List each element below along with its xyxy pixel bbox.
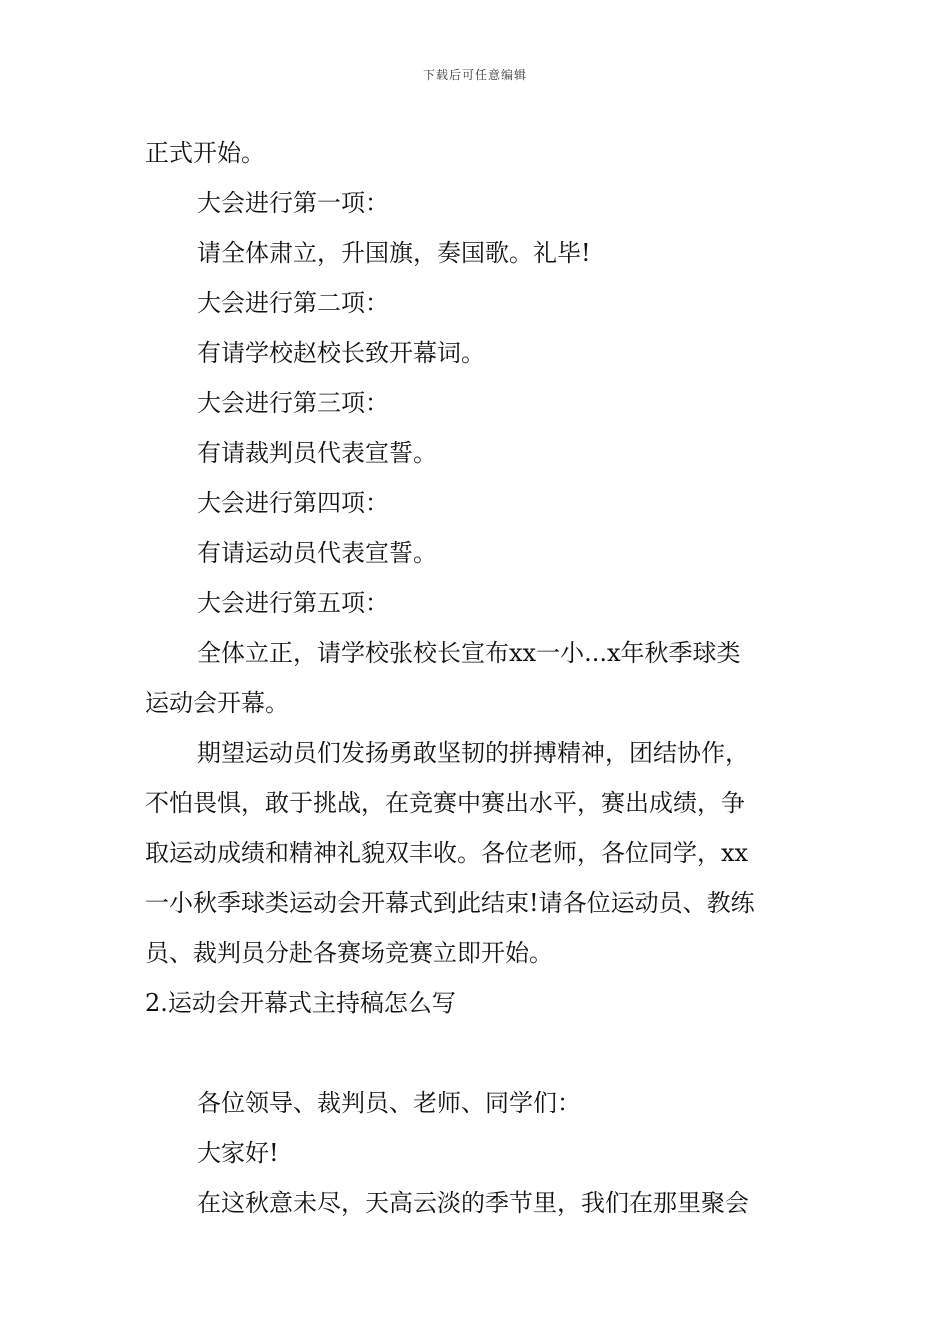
agenda-item-heading: 大会进行第一项： — [197, 189, 389, 217]
text-line: 员、裁判员分赴各赛场竞赛立即开始。 — [145, 939, 553, 967]
text-line: 运动会开幕。 — [145, 689, 289, 717]
text-line: 各位领导、裁判员、老师、同学们： — [197, 1089, 581, 1117]
text-line: 正式开始。 — [145, 139, 265, 167]
agenda-item-heading: 大会进行第二项： — [197, 289, 389, 317]
text-line: 在这秋意未尽，天高云淡的季节里，我们在那里聚会 — [197, 1189, 749, 1217]
text-line: 不怕畏惧，敢于挑战，在竞赛中赛出水平，赛出成绩，争 — [145, 789, 745, 817]
blank-line — [145, 1028, 810, 1078]
section-heading: 2.运动会开幕式主持稿怎么写 — [145, 989, 456, 1017]
text-line: 有请裁判员代表宣誓。 — [197, 439, 437, 467]
text-line: 一小秋季球类运动会开幕式到此结束!请各位运动员、教练 — [145, 889, 755, 917]
text-line: 有请学校赵校长致开幕词。 — [197, 339, 485, 367]
text-line: 期望运动员们发扬勇敢坚韧的拼搏精神，团结协作， — [197, 739, 749, 767]
agenda-item-heading: 大会进行第三项： — [197, 389, 389, 417]
agenda-item-heading: 大会进行第五项： — [197, 589, 389, 617]
text-line: 全体立正，请学校张校长宣布xx一小...x年秋季球类 — [197, 639, 741, 667]
text-line: 请全体肃立，升国旗，奏国歌。礼毕! — [197, 239, 591, 267]
text-line: 有请运动员代表宣誓。 — [197, 539, 437, 567]
document-body — [145, 128, 810, 1228]
page-header-note: 下载后可任意编辑 — [422, 68, 527, 82]
text-line: 大家好! — [197, 1139, 279, 1167]
agenda-item-heading: 大会进行第四项： — [197, 489, 389, 517]
text-line: 取运动成绩和精神礼貌双丰收。各位老师，各位同学，xx — [145, 839, 749, 867]
